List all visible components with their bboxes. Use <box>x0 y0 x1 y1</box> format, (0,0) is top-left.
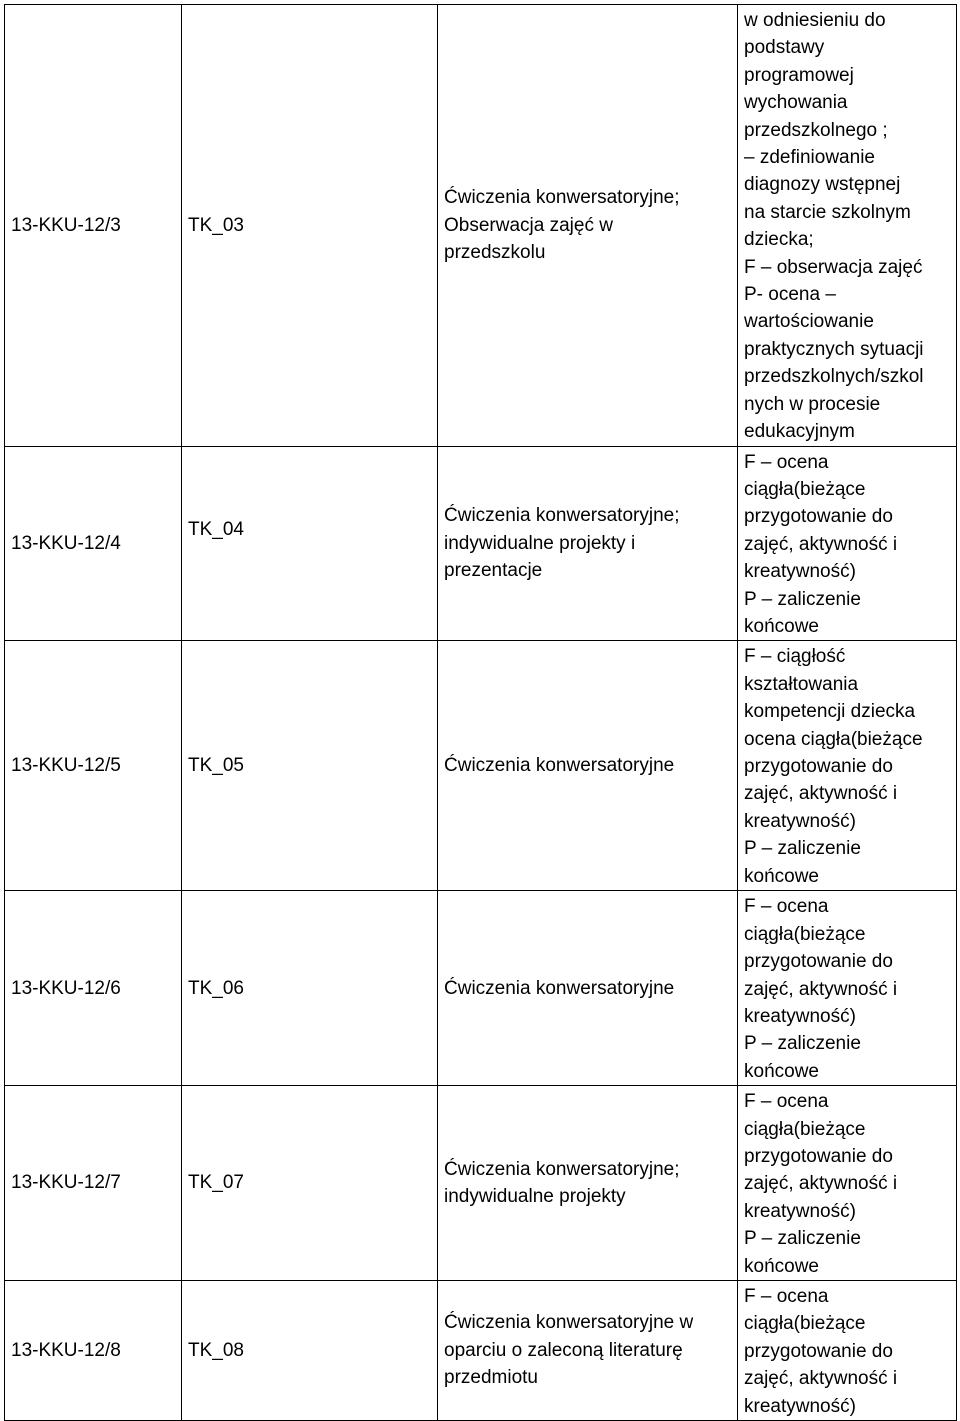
class-form-line: indywidualne projekty i <box>444 532 636 554</box>
class-form-line: przedszkolu <box>444 241 546 263</box>
outcome-code-cell <box>5 641 182 891</box>
class-form-cell <box>438 446 738 641</box>
tk-code: TK_05 <box>188 755 244 777</box>
assessment-line: – zdefiniowanie <box>744 147 875 169</box>
assessment-line: P – zaliczenie <box>744 838 861 860</box>
class-form-cell <box>438 5 738 447</box>
class-form-line: Ćwiczenia konwersatoryjne; <box>444 1158 680 1180</box>
assessment-line: zajęć, aktywność i <box>744 533 898 555</box>
tk-code: TK_06 <box>188 977 244 999</box>
class-form-line: Obserwacja zajęć w <box>444 214 613 236</box>
assessment-line: dziecka; <box>744 229 814 251</box>
assessment-line: przedszkolnych/szkol <box>744 366 924 388</box>
assessment-line: przygotowanie do <box>744 506 893 528</box>
assessment-line: ciągła(bieżące <box>744 478 866 500</box>
assessment-line: końcowe <box>744 1060 819 1082</box>
assessment-line: edukacyjnym <box>744 421 855 443</box>
tk-code: TK_03 <box>188 214 244 236</box>
assessment-line: P – zaliczenie <box>744 588 861 610</box>
assessment-line: ciągła(bieżące <box>744 923 866 945</box>
assessment-line: F – obserwacja zajęć <box>744 256 923 278</box>
assessment-line: P- ocena – <box>744 284 836 306</box>
class-form-line: prezentacje <box>444 560 543 582</box>
assessment-line: końcowe <box>744 1255 819 1277</box>
assessment-line: ciągła(bieżące <box>744 1313 866 1335</box>
assessment-line: P – zaliczenie <box>744 1033 861 1055</box>
class-form-cell <box>438 1281 738 1421</box>
assessment-line: końcowe <box>744 615 819 637</box>
tk-code: TK_04 <box>188 519 244 541</box>
tk-code-cell <box>182 446 438 641</box>
assessment-line: nych w procesie <box>744 393 881 415</box>
assessment-line: podstawy <box>744 37 825 59</box>
assessment-line: zajęć, aktywność i <box>744 978 898 1000</box>
assessment-line: kreatywność) <box>744 1005 856 1027</box>
table-row <box>5 5 957 447</box>
assessment-method-cell <box>738 1281 957 1421</box>
outcome-code-cell <box>5 446 182 641</box>
assessment-method-cell <box>738 641 957 891</box>
table-row <box>5 641 957 891</box>
assessment-line: ocena ciągła(bieżące <box>744 728 923 750</box>
assessment-line: F – ocena <box>744 1091 829 1113</box>
assessment-line: przygotowanie do <box>744 1340 893 1362</box>
outcome-code-cell <box>5 891 182 1086</box>
assessment-line: przedszkolnego ; <box>744 119 888 141</box>
learning-outcomes-table <box>4 4 957 1421</box>
assessment-line: końcowe <box>744 865 819 887</box>
tk-code-cell <box>182 1281 438 1421</box>
outcome-code: 13-KKU-12/8 <box>11 1339 121 1361</box>
class-form-cell <box>438 891 738 1086</box>
tk-code-cell <box>182 1086 438 1281</box>
class-form-line: przedmiotu <box>444 1367 538 1389</box>
assessment-line: F – ocena <box>744 896 829 918</box>
assessment-line: przygotowanie do <box>744 755 893 777</box>
assessment-line: wartościowanie <box>744 311 874 333</box>
assessment-line: zajęć, aktywność i <box>744 1368 898 1390</box>
table-row <box>5 891 957 1086</box>
assessment-method-cell <box>738 5 957 447</box>
outcome-code: 13-KKU-12/4 <box>11 532 121 554</box>
class-form-line: Ćwiczenia konwersatoryjne; <box>444 187 680 209</box>
assessment-line: ciągła(bieżące <box>744 1118 866 1140</box>
table-row <box>5 1281 957 1421</box>
outcome-code: 13-KKU-12/6 <box>11 977 121 999</box>
class-form-cell <box>438 1086 738 1281</box>
assessment-line: kreatywność) <box>744 1200 856 1222</box>
class-form-line: indywidualne projekty <box>444 1186 626 1208</box>
table-body <box>5 5 957 1421</box>
outcome-code: 13-KKU-12/5 <box>11 755 121 777</box>
assessment-line: przygotowanie do <box>744 1146 893 1167</box>
assessment-method-cell <box>738 1086 957 1281</box>
tk-code-cell <box>182 641 438 891</box>
tk-code: TK_07 <box>188 1172 244 1194</box>
assessment-line: przygotowanie do <box>744 951 893 973</box>
class-form-cell <box>438 641 738 891</box>
tk-code-cell <box>182 5 438 447</box>
assessment-method-cell <box>738 446 957 641</box>
assessment-line: kreatywność) <box>744 561 856 583</box>
table-row <box>5 446 957 641</box>
class-form-line: Ćwiczenia konwersatoryjne <box>444 977 675 999</box>
assessment-method-cell <box>738 891 957 1086</box>
class-form-line: Ćwiczenia konwersatoryjne w <box>444 1312 694 1334</box>
table-row <box>5 1086 957 1281</box>
assessment-line: zajęć, aktywność i <box>744 1173 898 1195</box>
assessment-line: kreatywność) <box>744 1395 856 1417</box>
class-form-line: oparciu o zaleconą literaturę <box>444 1339 683 1361</box>
assessment-line: diagnozy wstępnej <box>744 174 901 196</box>
outcome-code: 13-KKU-12/3 <box>11 214 121 236</box>
assessment-line: F – ocena <box>744 1286 829 1308</box>
assessment-line: F – ocena <box>744 451 829 473</box>
assessment-line: praktycznych sytuacji <box>744 338 924 360</box>
assessment-line: P – zaliczenie <box>744 1228 861 1250</box>
outcome-code-cell <box>5 1086 182 1281</box>
assessment-line: kompetencji dziecka <box>744 701 916 723</box>
assessment-line: F – ciągłość <box>744 646 846 668</box>
assessment-line: programowej <box>744 64 854 86</box>
tk-code: TK_08 <box>188 1339 244 1361</box>
class-form-line: Ćwiczenia konwersatoryjne <box>444 755 675 777</box>
outcome-code-cell <box>5 1281 182 1421</box>
assessment-line: wychowania <box>744 92 848 114</box>
tk-code-cell <box>182 891 438 1086</box>
assessment-line: zajęć, aktywność i <box>744 783 898 805</box>
class-form-line: Ćwiczenia konwersatoryjne; <box>444 505 680 527</box>
assessment-line: kreatywność) <box>744 810 856 832</box>
assessment-line: na starcie szkolnym <box>744 201 911 223</box>
outcome-code-cell <box>5 5 182 447</box>
assessment-line: w odniesieniu do <box>744 10 886 31</box>
outcome-code: 13-KKU-12/7 <box>11 1172 121 1194</box>
assessment-line: kształtowania <box>744 673 859 695</box>
